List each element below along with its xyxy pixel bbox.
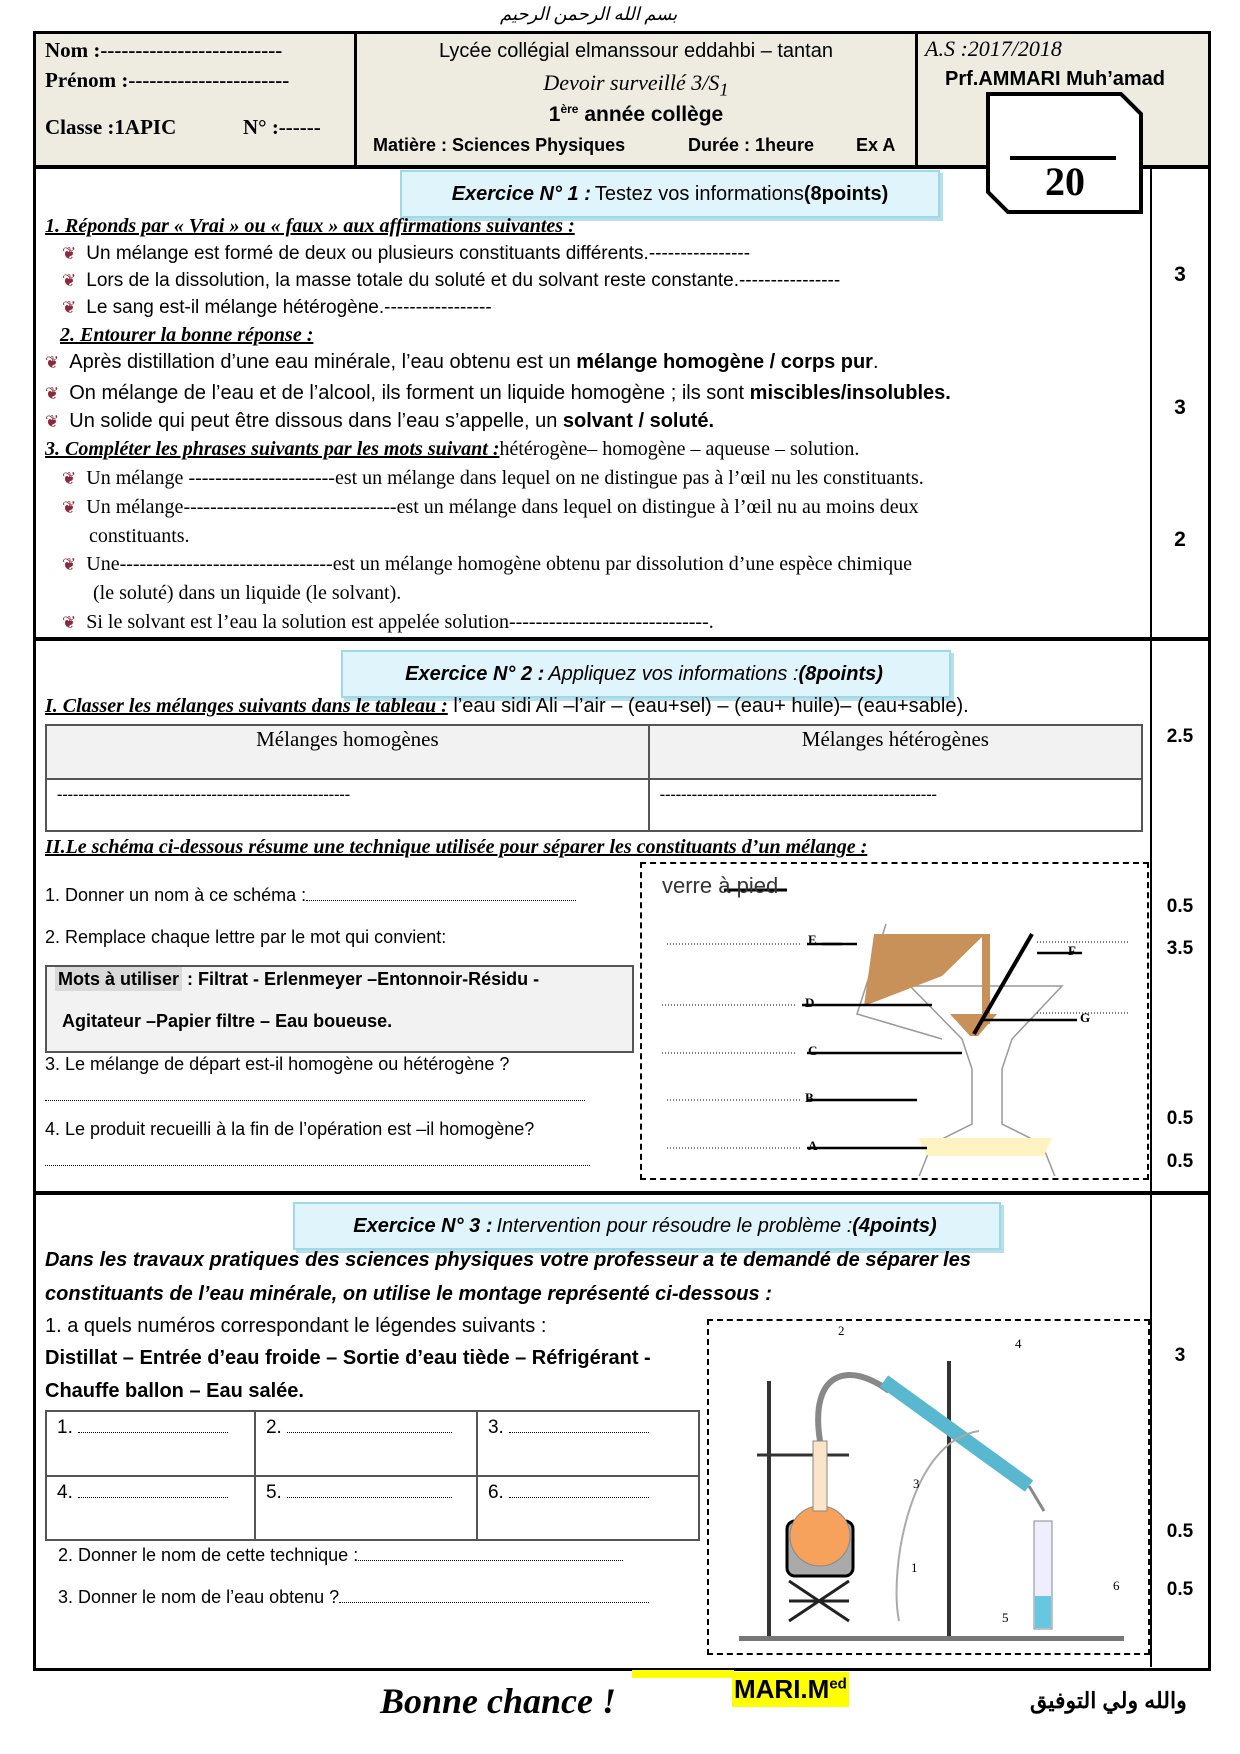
ex3-legend-1: Distillat – Entrée d’eau froide – Sortie d’eau tiède – Réfrigérant -: [45, 1347, 651, 1369]
sentence: Un mélange ----------------------est un mélange dans lequel on ne distingue pas à l’œil nu les constituants.: [86, 467, 924, 489]
sentence: Un mélange--------------------------------est un mélange dans lequel on distingue à l’œil nu au moins deux: [86, 496, 919, 518]
answer-cell-heterogenes[interactable]: ----------------------------------------------------: [649, 779, 1142, 831]
dist-label-1: 1: [911, 1560, 918, 1575]
dist-label-4: 4: [1015, 1336, 1022, 1351]
score-ex2-4: 0.5: [1166, 1108, 1194, 1129]
level-num: 1: [548, 103, 561, 126]
choice[interactable]: solvant / soluté.: [562, 410, 715, 432]
exercise-3-banner: [293, 1202, 1001, 1250]
answer-line[interactable]: [339, 1602, 649, 1603]
question: 1. Donner un nom à ce schéma :: [45, 885, 307, 905]
exercise-1-subtitle: Testez vos informations: [594, 182, 804, 205]
flower-bullet-icon: ❦: [62, 469, 77, 488]
nom-field[interactable]: Nom :--------------------------: [45, 38, 283, 62]
cell-number: 4.: [57, 1481, 73, 1503]
answer-cell-homogenes[interactable]: -------------------------------------------------------: [46, 779, 649, 831]
list-item: [45, 351, 879, 374]
exercise-2-banner: [341, 650, 951, 698]
list-item: [45, 382, 951, 405]
exercise-1-points: (8points): [803, 182, 889, 205]
highlight: [632, 1670, 734, 1678]
dist-label-6: 6: [1113, 1578, 1120, 1593]
list-item: [62, 553, 912, 576]
exercise-3-points: (4points): [852, 1214, 937, 1237]
legend-cell[interactable]: [255, 1411, 477, 1476]
flower-bullet-icon: ❦: [45, 353, 60, 372]
cell-number: 5.: [265, 1481, 282, 1503]
author-name: MARI.M: [734, 1674, 830, 1704]
teacher-name: Prf.AMMARI Muh’amad: [945, 68, 1165, 90]
legend-cell[interactable]: [477, 1476, 699, 1541]
ex3-intro-2: constituants de l’eau minérale, on utilise le montage représenté ci-dessous :: [45, 1283, 772, 1305]
ex1-q3-title: 3. Compléter les phrases suivants par les mots suivant :: [45, 438, 500, 460]
ex2-item-3: 3. Le mélange de départ est-il homogène ou hétérogène ?: [45, 1054, 510, 1074]
ex2-q1-title: I. Classer les mélanges suivants dans le tableau :: [45, 695, 448, 717]
score-ex3-1: 3: [1174, 1345, 1186, 1366]
score-total: 20: [1045, 159, 1085, 204]
ex2-q2-title: II.Le schéma ci-dessous résume une technique utilisée pour séparer les constituants d’un mélange :: [45, 836, 868, 858]
ex3-intro-1: Dans les travaux pratiques des sciences physiques votre professeur a te demandé de séparer les: [45, 1249, 971, 1271]
label-b: B: [805, 1090, 814, 1105]
exercise-3-subtitle: Intervention pour résoudre le problème :: [496, 1214, 853, 1237]
list-item: [45, 410, 714, 433]
version: Ex A: [856, 135, 896, 155]
words-line-2: Agitateur –Papier filtre – Eau boueuse.: [62, 1011, 393, 1031]
list-item: [62, 243, 750, 265]
question: 3. Donner le nom de l’eau obtenu ?: [58, 1587, 340, 1607]
diagram-caption: verre à pied: [662, 873, 779, 898]
flower-bullet-icon: ❦: [45, 412, 60, 431]
statement: Le sang est-il mélange hétérogène.-----------------: [86, 297, 492, 318]
classe-label: Classe :1APIC: [45, 115, 177, 139]
list-item: [62, 297, 492, 319]
question: 2. Donner le nom de cette technique :: [58, 1545, 359, 1565]
bismillah-calligraphy: بسم الله الرحمن الرحيم: [500, 4, 678, 24]
header-homogenes: Mélanges homogènes: [46, 725, 649, 779]
dist-label-2: 2: [838, 1323, 845, 1338]
cell-number: 6.: [487, 1481, 504, 1503]
ex1-q1-title: 1. Réponds par « Vrai » ou « faux » aux affirmations suivantes :: [45, 215, 575, 237]
label-f: F: [1068, 943, 1076, 958]
ex2-item-2: 2. Remplace chaque lettre par le mot qui convient:: [45, 927, 447, 947]
words-label: Mots à utiliser: [55, 967, 182, 991]
filtration-diagram: [642, 864, 1145, 1176]
ex1-q2-title: 2. Entourer la bonne réponse :: [60, 324, 314, 346]
answer-line[interactable]: [45, 1100, 585, 1101]
cell-number: 1.: [57, 1417, 73, 1438]
label-d: D: [805, 995, 815, 1010]
ex3-q1: 1. a quels numéros correspondant le légendes suivants :: [45, 1315, 547, 1337]
ex2-q1: [45, 695, 969, 718]
score-ex3-3: 0.5: [1166, 1579, 1194, 1600]
section-divider: [33, 637, 1211, 641]
ex2-item-4: 4. Le produit recueilli à la fin de l’opération est –il homogène?: [45, 1119, 535, 1139]
flower-bullet-icon: ❦: [62, 498, 77, 517]
words-list: : Filtrat - Erlenmeyer –Entonnoir-Résidu -: [182, 969, 540, 989]
flower-bullet-icon: ❦: [62, 271, 77, 290]
answer-line[interactable]: [45, 1165, 590, 1166]
ex3-q3: [58, 1587, 649, 1608]
legend-table: [45, 1410, 700, 1541]
flower-bullet-icon: ❦: [62, 555, 77, 574]
sentence: Si le solvant est l’eau la solution est appelée solution------------------------------.: [86, 611, 714, 633]
classification-table: [45, 724, 1143, 832]
score-q2: 3: [1174, 396, 1186, 419]
legend-cell[interactable]: [46, 1411, 255, 1476]
level-sup: ère: [560, 102, 579, 116]
flower-bullet-icon: ❦: [45, 384, 60, 403]
divider: [915, 31, 918, 165]
words-line-1: [55, 969, 539, 990]
exercise-2-points: (8points): [798, 662, 883, 685]
exam-title-sub: 1: [719, 79, 729, 100]
label-a: A: [808, 1138, 818, 1153]
numero-field[interactable]: N° :------: [243, 115, 321, 139]
round-flask: [790, 1506, 850, 1566]
choice[interactable]: miscibles/insolubles.: [749, 382, 951, 404]
score-ex2-1: 2.5: [1166, 726, 1194, 747]
list-item: [62, 467, 924, 490]
exercise-3-title: Exercice N° 3 :: [353, 1214, 493, 1237]
legend-cell[interactable]: [477, 1411, 699, 1476]
answer-line[interactable]: [358, 1560, 623, 1561]
statement-end: .: [872, 351, 879, 373]
label-c: C: [808, 1043, 818, 1058]
good-luck: Bonne chance !: [380, 1681, 617, 1721]
flower-bullet-icon: ❦: [62, 298, 77, 317]
answer-line[interactable]: [306, 900, 576, 901]
statement: Un mélange est formé de deux ou plusieurs constituants différents.----------------: [86, 243, 751, 264]
exam-title-text: Devoir surveillé 3/S: [543, 70, 720, 95]
level: [357, 102, 915, 127]
exercise-2-title: Exercice N° 2 :: [405, 662, 545, 685]
score-ex2-3: 3.5: [1166, 938, 1194, 959]
exercise-2-subtitle: Appliquez vos informations :: [548, 662, 799, 685]
label-g: G: [1080, 1010, 1091, 1025]
exam-title: [357, 70, 915, 100]
score-ex3-2: 0.5: [1166, 1521, 1194, 1542]
filtrate: [918, 1138, 1052, 1156]
list-item: [62, 496, 919, 519]
exercise-1-title: Exercice N° 1 :: [451, 182, 591, 205]
choice[interactable]: mélange homogène / corps pur: [576, 351, 873, 373]
exercise-1-banner: [400, 170, 940, 218]
lab-jack: [789, 1581, 849, 1621]
legend-cell[interactable]: [46, 1476, 255, 1541]
flower-bullet-icon: ❦: [62, 613, 77, 632]
ex2-q1-list: l’eau sidi Ali –l’air – (eau+sel) – (eau+ huile)– (eau+sable).: [447, 695, 969, 717]
legend-cell[interactable]: [255, 1476, 477, 1541]
arabic-closing: والله ولي التوفيق: [1030, 1688, 1187, 1713]
flower-bullet-icon: ❦: [62, 244, 77, 263]
score-q3: 2: [1174, 528, 1186, 551]
dist-label-5: 5: [1002, 1610, 1009, 1625]
score-ex2-2: 0.5: [1166, 896, 1194, 917]
matiere: Matière : Sciences Physiques: [373, 135, 626, 155]
condenser: [884, 1381, 1029, 1486]
ex1-q3: [45, 438, 859, 461]
duree: Durée : 1heure: [688, 135, 815, 155]
section-divider: [33, 1191, 1211, 1195]
cell-number: 3.: [487, 1417, 504, 1438]
sentence-cont: constituants.: [89, 525, 190, 547]
sentence-cont: (le soluté) dans un liquide (le solvant).: [93, 582, 402, 604]
school-name: Lycée collégial elmanssour eddahbi – tantan: [439, 40, 833, 62]
level-text: année collège: [578, 103, 724, 126]
sentence: Une--------------------------------est un mélange homogène obtenu par dissolution d’une espèce chimique: [86, 553, 912, 575]
vapor-tube: [818, 1375, 889, 1441]
prenom-field[interactable]: Prénom :-----------------------: [45, 68, 290, 92]
author-signature: [732, 1672, 849, 1707]
ex1-q3-words: hétérogène– homogène – aqueuse – solution.: [499, 438, 860, 460]
score-q1: 3: [1174, 263, 1186, 286]
score-ex2-5: 0.5: [1166, 1151, 1194, 1172]
dist-label-3: 3: [913, 1476, 920, 1491]
statement: On mélange de l’eau et de l’alcool, ils forment un liquide homogène ; ils sont: [69, 382, 750, 404]
flask-neck: [813, 1441, 827, 1511]
statement: Lors de la dissolution, la masse totale du soluté et du solvant reste constante.----------------: [86, 270, 841, 291]
cell-number: 2.: [265, 1417, 282, 1438]
statement: Un solide qui peut être dissous dans l’eau s’appelle, un: [69, 410, 563, 432]
header-heterogenes: Mélanges hétérogènes: [649, 725, 1142, 779]
author-sup: ed: [829, 1675, 847, 1693]
ex3-legend-2: Chauffe ballon – Eau salée.: [45, 1380, 304, 1402]
distillate: [1035, 1596, 1051, 1628]
distillation-diagram: [709, 1321, 1146, 1651]
ex3-q2: [58, 1545, 623, 1566]
list-item: [62, 270, 840, 292]
list-item: [62, 611, 714, 634]
school-year: A.S :2017/2018: [925, 36, 1062, 61]
bench: [739, 1636, 1124, 1641]
ex2-item-1: [45, 885, 576, 906]
statement: Après distillation d’une eau minérale, l’eau obtenu est un: [69, 351, 577, 373]
water-hose: [897, 1431, 979, 1621]
label-e: E: [808, 932, 817, 947]
